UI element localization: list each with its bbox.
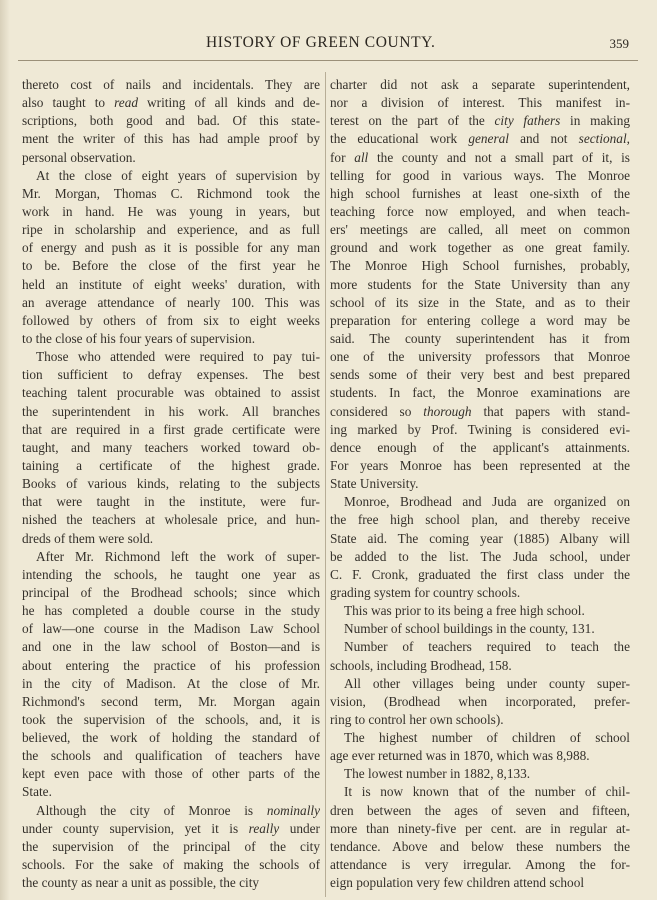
text-line: All other villages being under county super-	[344, 675, 630, 691]
text-line: also taught to read writing of all kinds and de-	[22, 95, 320, 111]
text-line: dren between the ages of seven and fifteen,	[330, 802, 630, 818]
text-line: preparation for entering college a word may be	[330, 312, 630, 328]
text-line: eign population very few children attend school	[330, 875, 585, 891]
text-line: considered so thorough that papers with stand-	[330, 403, 630, 419]
text-line: vision, (Brodhead when incorporated, prefer-	[330, 693, 630, 709]
text-line: high school furnishes at least one-sixth of the	[330, 185, 630, 201]
text-line: followed by others of from six to eight weeks	[22, 312, 320, 328]
text-line: Monroe, Brodhead and Juda are organized on	[344, 494, 630, 510]
text-line: Number of teachers required to teach the	[344, 639, 630, 655]
text-line: For years Monroe has been represented at the	[330, 457, 630, 473]
running-title: HISTORY OF GREEN COUNTY.	[206, 34, 436, 51]
text-line: that were taught in the institute, were fur-	[22, 494, 320, 510]
text-line: taught, and many teachers worked toward ob-	[22, 439, 320, 455]
text-line: to be. Before the close of the first year he	[22, 258, 320, 274]
text-line: Books of various kinds, relating to the subjects	[22, 476, 320, 492]
text-line: of law—one course in the Madison Law School	[22, 621, 320, 637]
header-rule	[18, 60, 638, 61]
text-line: schools. For the sake of making the schools of	[22, 857, 320, 873]
text-line: the schools and qualification of teachers have	[22, 748, 320, 764]
text-line: intending the schools, he taught one year as	[22, 566, 320, 582]
text-line: school of its size in the State, and as to their	[330, 294, 630, 310]
text-line: After Mr. Richmond left the work of super-	[36, 548, 320, 564]
text-line: nor a division of interest. This manifest in-	[330, 95, 630, 111]
text-line: for all the county and not a small part of it, is	[330, 149, 630, 165]
text-line: thereto cost of nails and incidentals. They are	[22, 77, 320, 92]
text-line: The lowest number in 1882, 8,133.	[344, 766, 531, 782]
text-line: took the supervision of the schools, and, it is	[22, 711, 320, 727]
text-line: about entering the practice of his profession	[22, 657, 320, 673]
text-line: that are required in a first grade certificate were	[22, 421, 320, 437]
text-line: believed, the work of holding the standard of	[22, 730, 320, 746]
text-line: in the city of Madison. At the close of Mr.	[22, 675, 320, 691]
text-line: ment the writer of this has had ample proof by	[22, 131, 320, 147]
column-divider	[325, 72, 326, 897]
text-line: telling for good in various ways. The Monroe	[330, 167, 630, 183]
text-line: grading system for country schools.	[330, 584, 521, 600]
text-line: the free high school plan, and thereby receive	[330, 512, 630, 528]
text-line: attendance is very irregular. Among the for-	[330, 857, 630, 873]
text-line: schools, including Brodhead, 158.	[330, 657, 512, 673]
text-line: under county supervision, yet it is really under	[22, 820, 320, 836]
text-line: This was prior to its being a free high school.	[344, 603, 585, 619]
text-line: ground and work together as one great family.	[330, 240, 630, 256]
text-line: State University.	[330, 476, 419, 492]
text-line: State aid. The coming year (1885) Albany will	[330, 530, 630, 546]
left-text-column	[22, 76, 320, 892]
text-line: Richmond's second term, Mr. Morgan again	[22, 693, 320, 709]
page-number: 359	[609, 36, 629, 51]
text-line: The Monroe High School furnishes, probably,	[330, 258, 630, 274]
page-gutter-shadow	[0, 0, 10, 900]
text-line: work in hand. He was young in years, but	[22, 203, 320, 219]
text-line: the county as near a unit as possible, the city	[22, 875, 260, 891]
text-line: scriptions, both good and bad. Of this state-	[22, 113, 320, 129]
text-line: principal of the Brodhead schools; since which	[22, 584, 320, 600]
text-line: be added to the list. The Juda school, under	[330, 548, 630, 564]
running-header	[0, 34, 657, 58]
right-text-column	[330, 76, 630, 892]
text-line: Although the city of Monroe is nominally	[36, 802, 320, 818]
text-line: C. F. Cronk, graduated the first class under the	[330, 566, 630, 582]
text-line: Those who attended were required to pay tui-	[36, 349, 320, 365]
text-line: tion sufficient to defray expenses. The best	[22, 367, 320, 383]
text-line: the superintendent in his work. All branches	[22, 403, 320, 419]
text-line: charter did not ask a separate superintendent,	[330, 77, 630, 92]
text-line: of energy and push as it is possible for any man	[22, 240, 320, 256]
text-line: students. In fact, the Monroe examinations are	[330, 385, 630, 401]
text-line: held an institute of eight weeks' duration, with	[22, 276, 320, 292]
text-line: kept even pace with those of other parts of the	[22, 766, 320, 782]
text-line: age ever returned was in 1870, which was 8,988.	[330, 748, 590, 764]
text-line: an average attendance of nearly 100. This was	[22, 294, 320, 310]
text-line: more students for the State University than any	[330, 276, 630, 292]
text-line: the educational work general and not sectional,	[330, 131, 630, 147]
text-line: At the close of eight years of supervision by	[36, 167, 320, 183]
text-line: tendance. Above and below these numbers the	[330, 838, 630, 854]
text-line: sends some of their very best and best prepared	[330, 367, 630, 383]
text-line: teaching force now employed, and when teach-	[330, 203, 630, 219]
text-line: ers' meetings are called, all meet on common	[330, 222, 630, 238]
text-line: dreds of them were sold.	[22, 530, 154, 546]
text-line: ring to control her own schools).	[330, 711, 504, 727]
text-line: more than ninety-five per cent. are in regular at-	[330, 820, 630, 836]
text-line: Mr. Morgan, Thomas C. Richmond took the	[22, 185, 320, 201]
text-line: taining a certificate of the highest grade.	[22, 457, 320, 473]
text-line: to the close of his four years of supervision.	[22, 330, 256, 346]
text-line: personal observation.	[22, 149, 136, 165]
text-line: Number of school buildings in the county, 131.	[344, 621, 595, 637]
text-line: the supervision of the principal of the city	[22, 838, 320, 854]
text-line: It is now known that of the number of chil-	[344, 784, 630, 800]
text-line: he has completed a double course in the study	[22, 603, 320, 619]
text-line: terest on the part of the city fathers in making	[330, 113, 630, 129]
text-line: dence enough of the applicant's attainments.	[330, 439, 630, 455]
text-line: ing marked by Prof. Twining is considered evi-	[330, 421, 630, 437]
text-line: The highest number of children of school	[344, 730, 630, 746]
text-line: teaching talent procurable was obtained to assist	[22, 385, 320, 401]
text-line: said. The county superintendent has it from	[330, 330, 630, 346]
text-line: State.	[22, 784, 52, 800]
text-line: and one in the law school of Boston—and is	[22, 639, 320, 655]
text-line: ripe in scholarship and experience, and as full	[22, 222, 320, 238]
text-line: one of the university professors that Monroe	[330, 349, 630, 365]
text-line: nished the teachers at wholesale price, and hun-	[22, 512, 320, 528]
